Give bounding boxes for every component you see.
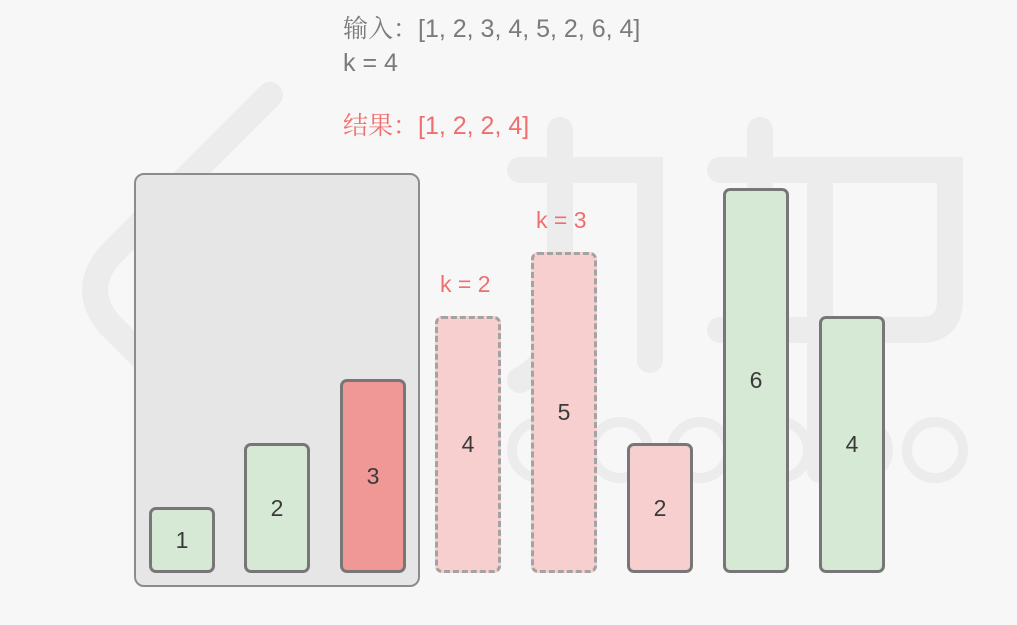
bar-1: [149, 507, 215, 573]
bar-5-value: 5: [557, 399, 571, 425]
k-value-label: k = 4: [343, 49, 398, 77]
bar-8-value: 4: [845, 431, 859, 457]
bar-2-value: 2: [270, 494, 284, 521]
bar-6: [627, 443, 693, 573]
bar-3: [340, 379, 406, 573]
bar-4: [435, 316, 501, 573]
bar-3-value: 3: [366, 462, 380, 489]
bar-7: [723, 188, 789, 573]
result-label: 结果：[1, 2, 2, 4]: [343, 112, 530, 140]
bar-7-value: 6: [749, 367, 763, 393]
bar-1-value: 1: [175, 526, 189, 553]
input-array-label: 输入：[1, 2, 3, 4, 5, 2, 6, 4]: [343, 15, 641, 43]
bar-8: [819, 316, 885, 573]
bar-2: [244, 443, 310, 573]
bar-6-value: 2: [653, 494, 667, 521]
bar-4-value: 4: [461, 431, 475, 457]
k-label-2: k = 2: [440, 271, 491, 297]
k-label-3: k = 3: [536, 207, 587, 233]
bar-5: [531, 252, 597, 573]
